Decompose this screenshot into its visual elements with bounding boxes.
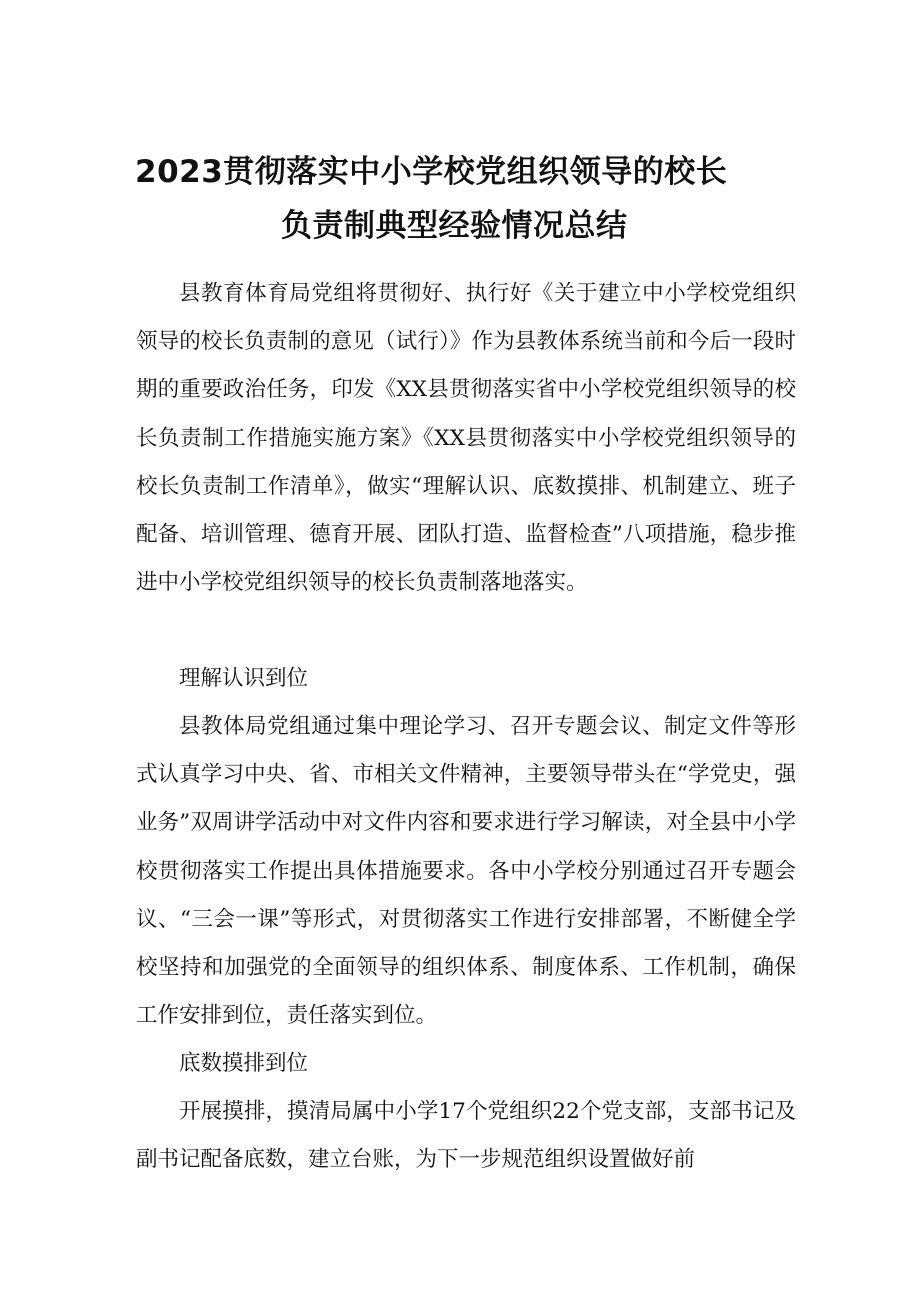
document-title-line-1: 2023贯彻落实中小学校党组织领导的校长 bbox=[135, 154, 728, 190]
paragraph-understanding: 县教体局党组通过集中理论学习、召开专题会议、制定文件等形式认真学习中央、省、市相关文件精神，主要领导带头在“学党史，强业务”双周讲学活动中对文件内容和要求进行学习解读，对全县中小学校贯彻落实工作提出具体措施要求。各中小学校分别通过召开专题会议、“三会一课”等形式，对贯彻落实工作进行安排部署，不断健全学校坚持和加强党的全面领导的组织体系、制度体系、工作机制，确保工作安排到位，责任落实到位。 bbox=[136, 714, 796, 1029]
paragraph-intro: 县教育体育局党组将贯彻好、执行好《关于建立中小学校党组织领导的校长负责制的意见（试行）》作为县教体系统当前和今后一段时期的重要政治任务，印发《XX县贯彻落实省中小学校党组织领导的校长负责制工作措施实施方案》《XX县贯彻落实中小学校党组织领导的校长负责制工作清单》，做实“理解认识、底数摸排、机制建立、班子配备、培训管理、德育开展、团队打造、监督检查”八项措施，稳步推进中小学校党组织领导的校长负责制落地落实。 bbox=[136, 281, 796, 596]
document-title-line-2: 负责制典型经验情况总结 bbox=[281, 208, 628, 244]
section-heading-understanding: 理解认识到位 bbox=[179, 666, 309, 691]
section-heading-survey: 底数摸排到位 bbox=[179, 1051, 309, 1076]
paragraph-survey: 开展摸排，摸清局属中小学17个党组织22个党支部，支部书记及副书记配备底数，建立台账，为下一步规范组织设置做好前 bbox=[136, 1099, 796, 1173]
